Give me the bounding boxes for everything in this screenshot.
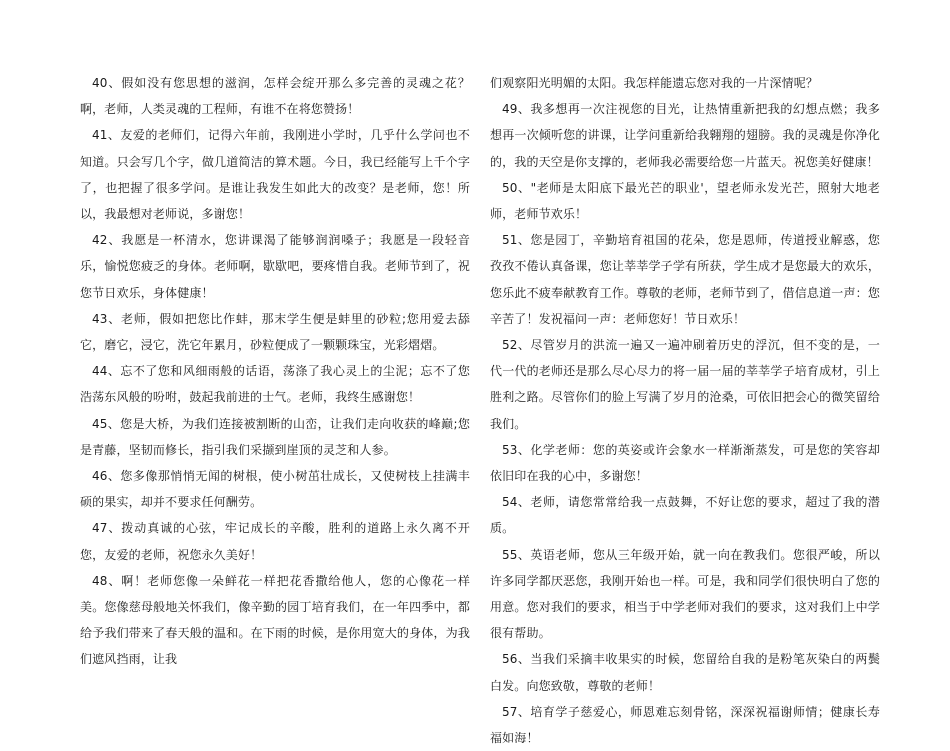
paragraph-48: 48、啊！老师您像一朵鲜花一样把花香撒给他人，您的心像花一样美。您像慈母般地关怀我们，像辛勤的园丁培育我们，在一年四季中，都给予我们带来了春天般的温和。在下雨的时候，是你用宽大的身体，为我们遮风挡雨，让我 bbox=[80, 573, 470, 667]
paragraph-51: 51、您是园丁，辛勤培育祖国的花朵，您是恩师，传道授业解惑，您孜孜不倦认真备课，您让莘莘学子学有所获，学生成才是您最大的欢乐，您乐此不疲奉献教育工作。尊敬的老师，老师节到了，借信息道一声：您辛苦了！发祝福问一声：老师您好！节日欢乐！ bbox=[490, 233, 880, 326]
paragraph-47: 47、拨动真诚的心弦，牢记成长的辛酸，胜利的道路上永久离不开您，友爱的老师，祝您永久美好！ bbox=[80, 521, 470, 562]
paragraph-52: 52、尽管岁月的洪流一遍又一遍冲刷着历史的浮沉，但不变的是，一代一代的老师还是那么尽心尽力的将一届一届的莘莘学子培育成材，引上胜利之路。尽管你们的脸上写满了岁月的沧桑，可依旧把会心的微笑留给我们。 bbox=[490, 338, 880, 431]
paragraph-43: 43、老师，假如把您比作蚌，那末学生便是蚌里的砂粒;您用爱去舔它，磨它，浸它，洗它年累月，砂粒便成了一颗颗珠宝，光彩熠熠。 bbox=[80, 311, 470, 353]
paragraph-46: 46、您多像那悄悄无闻的树根，使小树茁壮成长，又使树枝上挂满丰硕的果实，却并不要求任何酬劳。 bbox=[80, 469, 470, 510]
paragraph-48-continued: 们观察阳光明媚的太阳。我怎样能遗忘您对我的一片深情呢？ bbox=[490, 76, 819, 90]
paragraph-56: 56、当我们采摘丰收果实的时候，您留给自我的是粉笔灰染白的两鬓白发。向您致敬，尊敬的老师！ bbox=[490, 652, 880, 693]
paragraph-57: 57、培育学子慈爱心，师恩难忘刻骨铭，深深祝福谢师情；健康长寿福如海！ bbox=[490, 704, 880, 746]
left-column bbox=[80, 70, 470, 673]
paragraph-50: 50、"老师是太阳底下最光芒的职业'，望老师永发光芒，照射大地老师，老师节欢乐！ bbox=[490, 180, 880, 222]
paragraph-40: 40、假如没有您思想的滋润，怎样会绽开那么多完善的灵魂之花？啊，老师，人类灵魂的工程师，有谁不在将您赞扬！ bbox=[80, 76, 470, 117]
paragraph-53: 53、化学老师：您的英姿或许会象水一样渐渐蒸发，可是您的笑容却依旧印在我的心中，多谢您！ bbox=[490, 442, 880, 484]
paragraph-55: 55、英语老师，您从三年级开始，就一向在教我们。您很严峻，所以许多同学都厌恶您，我刚开始也一样。可是，我和同学们很快明白了您的用意。您对我们的要求，相当于中学老师对我们的要求，这对我们上中学很有帮助。 bbox=[490, 547, 880, 641]
paragraph-49: 49、我多想再一次注视您的目光，让热情重新把我的幻想点燃；我多想再一次倾听您的讲课，让学问重新给我翱翔的翅膀。我的灵魂是你净化的，我的天空是你支撑的，老师我必需要给您一片蓝天。祝您美好健康！ bbox=[490, 102, 880, 169]
paragraph-42: 42、我愿是一杯清水，您讲课渴了能够润润嗓子；我愿是一段轻音乐，愉悦您疲乏的身体。老师啊，歇歇吧，要疼惜自我。老师节到了，祝您节日欢乐，身体健康！ bbox=[80, 233, 470, 300]
paragraph-44: 44、忘不了您和风细雨般的话语，荡涤了我心灵上的尘泥；忘不了您浩荡东风般的吩咐，鼓起我前进的士气。老师，我终生感谢您！ bbox=[80, 364, 470, 405]
paragraph-45: 45、您是大桥，为我们连接被割断的山峦，让我们走向收获的峰巅;您是青藤，坚韧而修长，指引我们采撷到崖顶的灵芝和人参。 bbox=[80, 416, 470, 457]
right-column bbox=[490, 70, 880, 751]
paragraph-41: 41、友爱的老师们，记得六年前，我刚进小学时，几乎什么学问也不知道。只会写几个字，做几道简洁的算术题。今日，我已经能写上千个字了，也把握了很多学问。是谁让我发生如此大的改变？是老师，您！所以，我最想对老师说，多谢您！ bbox=[80, 128, 470, 222]
paragraph-54: 54、老师，请您常常给我一点鼓舞，不好让您的要求，超过了我的潜质。 bbox=[490, 495, 880, 536]
